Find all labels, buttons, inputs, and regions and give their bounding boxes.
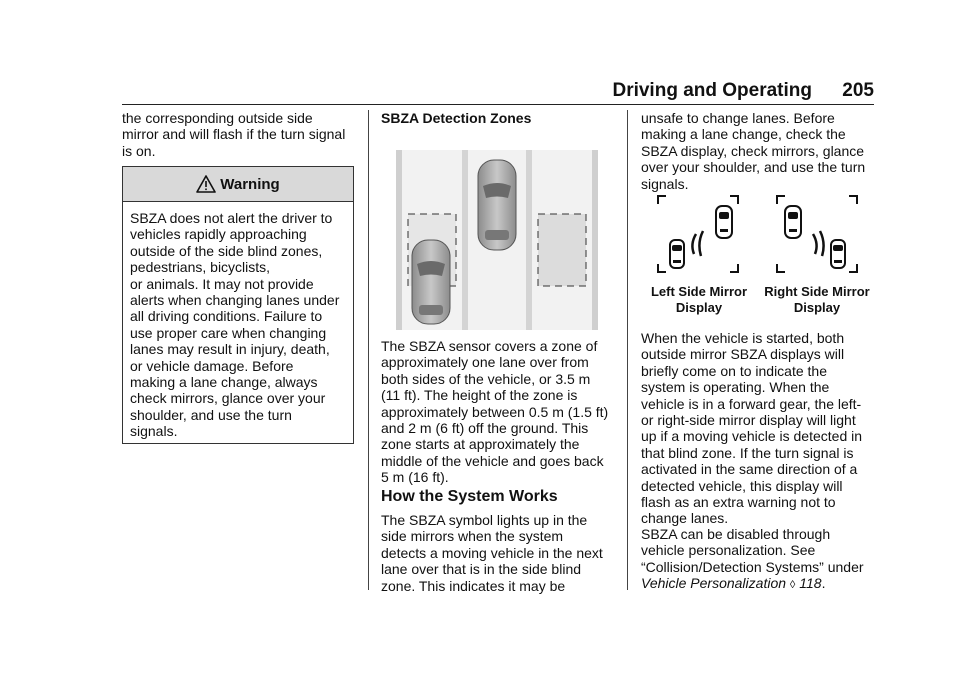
disable-paragraph <box>641 526 881 594</box>
intro-paragraph: the corresponding outside side mirror and will flash if the turn signal is on. <box>122 110 346 159</box>
warning-title: Warning <box>220 175 280 193</box>
page-header <box>122 80 874 104</box>
column-divider <box>368 110 369 590</box>
disable-text: SBZA can be disabled through vehicle personalization. See “Collision/Detection Systems” under <box>641 526 864 575</box>
lane-change-paragraph: unsafe to change lanes. Before making a lane change, check the SBZA display, check mirrors, glance over your shoulder, and use the turn signals. <box>641 110 866 192</box>
header-rule <box>122 104 874 105</box>
section-title: Driving and Operating <box>612 80 812 101</box>
personalization-link[interactable]: Vehicle Personalization <box>641 575 787 592</box>
right-mirror-display-icon <box>775 194 859 274</box>
lead-car-icon <box>478 160 516 250</box>
right-mirror-caption: Right Side Mirror Display <box>764 284 870 315</box>
page-ref-number[interactable]: 118 <box>799 575 822 592</box>
warning-box <box>122 166 354 444</box>
detection-zones-illustration <box>396 150 598 330</box>
system-description: The SBZA symbol lights up in the side mirrors when the system detects a moving vehicle in the next lane over that is in the side blind zone. This indicates it may be <box>381 512 603 594</box>
left-mirror-display-icon <box>656 194 740 274</box>
zone-description: The SBZA sensor covers a zone of approximately one lane over from both sides of the vehicle, or 3.5 m (11 ft). The height of the zone is approximately between 0.5 m (1.5 ft) and 2 m (6 ft) off the ground. This zone starts at approximately the middle of the vehicle and goes back 5 m (16 ft). <box>381 338 609 486</box>
host-car-icon <box>412 240 450 324</box>
warning-header <box>123 167 353 202</box>
left-mirror-caption: Left Side Mirror Display <box>650 284 748 315</box>
figure-title: SBZA Detection Zones <box>381 110 532 126</box>
sentence-end: . <box>821 575 826 592</box>
page-ref-arrow-icon: ◊ <box>789 579 796 592</box>
section-heading: How the System Works <box>381 488 558 505</box>
page-number: 205 <box>842 80 874 101</box>
startup-paragraph: When the vehicle is started, both outside mirror SBZA displays will briefly come on to indicate the system is operating. When the vehicle is in a forward gear, the left- or right-side mirror display will light up if a moving vehicle is detected in that blind zone. If the turn signal is activated in the same direction of a detected vehicle, this display will flash as an extra warning not to change lanes. <box>641 330 863 527</box>
warning-triangle-icon <box>196 175 216 193</box>
warning-body: SBZA does not alert the driver to vehicles rapidly approaching outside of the side blind zones, pedestrians, bicyclists, or animals. It may not provide alerts when changing lanes under all driving conditions. Failure to use proper care when changing lanes may result in injury, death, or vehicle damage. Before making a lane change, always check mirrors, glance over your shoulder, and use the turn signals. <box>130 210 340 440</box>
